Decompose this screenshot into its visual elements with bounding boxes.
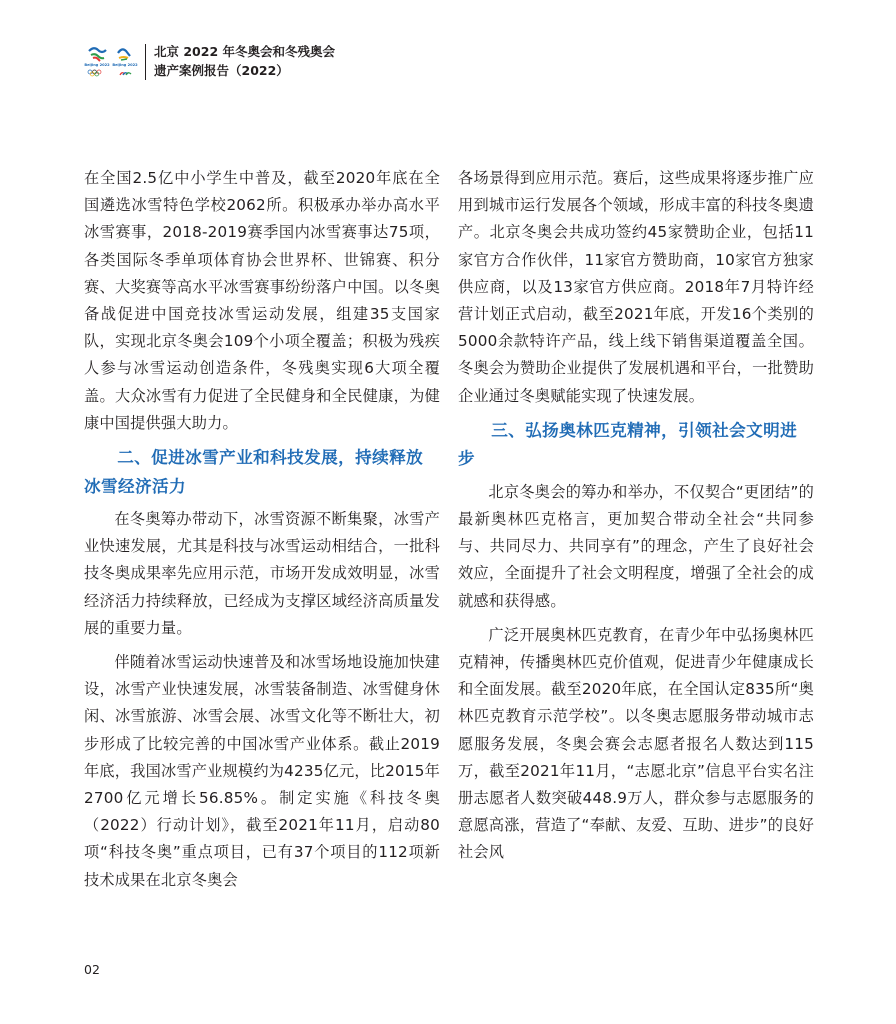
header-divider <box>145 44 146 80</box>
report-title-line1: 北京 2022 年冬奥会和冬残奥会 <box>154 44 335 59</box>
right-paragraph-3: 广泛开展奥林匹克教育，在青少年中弘扬奥林匹克精神，传播奥林匹克价值观，促进青少年健康成长和全面发展。截至2020年底，在全国认定835所“奥林匹克教育示范学校”。以冬奥志愿服务带动城市志愿服务发展，冬奥会赛会志愿者报名人数达到115万，截至2021年11月，“志愿北京”信息平台实名注册志愿者人数突破448.9万人，群众参与志愿服务的意愿高涨，营造了“奉献、友爱、互助、进步”的良好社会风 <box>458 625 814 862</box>
left-column <box>84 165 440 901</box>
left-paragraph-1: 在全国2.5亿中小学生中普及，截至2020年底在全国遴选冰雪特色学校2062所。积极承办举办高水平冰雪赛事，2018-2019赛季国内冰雪赛事达75项，各类国际冬季单项体育协会世界杯、世锦赛、积分赛、大奖赛等高水平冰雪赛事纷纷落户中国。以冬奥备战促进中国竞技冰雪运动发展，组建35支国家队，实现北京冬奥会109个小项全覆盖；积极为残疾人参与冰雪运动创造条件，冬残奥实现6大项全覆盖。大众冰雪有力促进了全民健身和全民健康，为健康中国提供强大助力。 <box>84 169 440 432</box>
report-title-line2: 遗产案例报告（2022） <box>154 63 289 78</box>
logo-right-text: Beijing 2022 <box>112 63 138 67</box>
beijing-2022-emblems <box>84 44 138 80</box>
olympic-emblem <box>84 48 110 76</box>
right-paragraph-1: 各场景得到应用示范。赛后，这些成果将逐步推广应用到城市运行发展各个领域，形成丰富的科技冬奥遗产。北京冬奥会共成功签约45家赞助企业，包括11家官方合作伙伴，11家官方赞助商，10家官方独家供应商，以及13家官方供应商。2018年7月特许经营计划正式启动，截至2021年底，开发16个类别的5000余款特许产品，线上线下销售渠道覆盖全国。冬奥会为赞助企业提供了发展机遇和平台，一批赞助企业通过冬奥赋能实现了快速发展。 <box>458 169 814 405</box>
logo-left-text: Beijing 2022 <box>84 63 110 67</box>
right-column <box>458 165 814 874</box>
left-paragraph-3: 伴随着冰雪运动快速普及和冰雪场地设施加快建设，冰雪产业快速发展，冰雪装备制造、冰雪健身休闲、冰雪旅游、冰雪会展、冰雪文化等不断壮大，初步形成了比较完善的中国冰雪产业体系。截止2019年底，我国冰雪产业规模约为4235亿元，比2015年2700亿元增长56.85%。制定实施《科技冬奥（2022）行动计划》，截至2021年11月，启动80项“科技冬奥”重点项目，已有37个项目的112项新技术成果在北京冬奥会 <box>84 653 440 889</box>
report-title <box>154 42 335 80</box>
page-number: 02 <box>84 962 100 977</box>
paralympic-emblem <box>112 49 138 75</box>
left-paragraph-2: 在冬奥筹办带动下，冰雪资源不断集聚，冰雪产业快速发展，尤其是科技与冰雪运动相结合，一批科技冬奥成果率先应用示范，市场开发成效明显，冰雪经济活力持续释放，已经成为支撑区域经济高质量发展的重要力量。 <box>84 510 440 637</box>
section-heading-3: 三、弘扬奥林匹克精神，引领社会文明进步 <box>458 420 798 469</box>
section-heading-2: 二、促进冰雪产业和科技发展，持续释放冰雪经济活力 <box>84 448 424 496</box>
right-paragraph-2: 北京冬奥会的筹办和举办，不仅契合“更团结”的最新奥林匹克格言，更加契合带动全社会“共同参与、共同尽力、共同享有”的理念，产生了良好社会效应，全面提升了社会文明程度，增强了全社会的成就感和获得感。 <box>458 482 814 610</box>
